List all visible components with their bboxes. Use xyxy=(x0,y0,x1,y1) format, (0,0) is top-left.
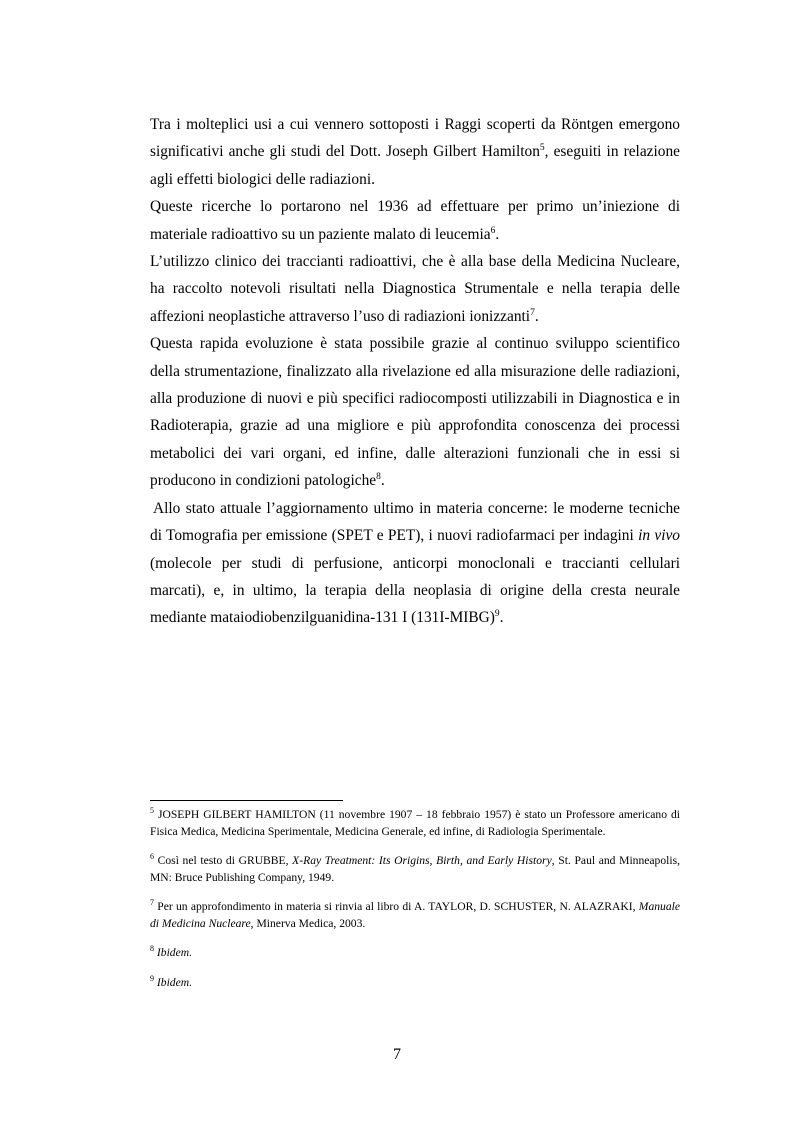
footnote-number: 5 xyxy=(150,806,154,816)
paragraph-medicina-nucleare xyxy=(150,248,680,330)
footnote-ref-7[interactable]: 7 xyxy=(530,307,535,318)
paragraph-hamilton xyxy=(150,111,680,193)
paragraph-text: . xyxy=(499,609,504,627)
footnote-italic: X-Ray Treatment: Its Origins, Birth, and Early History xyxy=(292,854,552,867)
footnote-9 xyxy=(150,975,680,992)
footnote-text: , Minerva Medica, 2003. xyxy=(250,916,366,930)
paragraph-text: . xyxy=(380,472,385,490)
paragraph-stato-attuale xyxy=(150,495,680,632)
paragraph-text: Tra i molteplici usi a cui vennero sottoposti i Raggi scoperti da Röntgen emergono significativi anche gli studi del Dott. Joseph Gilbert Hamilton xyxy=(150,116,680,161)
footnote-number: 7 xyxy=(150,898,154,908)
footnote-ref-9[interactable]: 9 xyxy=(494,609,500,620)
paragraph-text: Allo stato attuale l’aggiornamento ultimo in materia concerne: le moderne tecniche di Tomografia per emissione (SPET e PET), i nuovi radiofarmaci per indagini xyxy=(150,499,680,545)
footnote-ref-5[interactable]: 5 xyxy=(539,143,545,154)
paragraph-text: Queste ricerche lo portarono nel 1936 ad effettuare per primo un’iniezione di materiale radioattivo su un paziente malato di leucemia xyxy=(150,198,680,243)
footnote-ref-8[interactable]: 8 xyxy=(376,472,381,483)
footnote-8 xyxy=(150,945,680,962)
footnote-italic: Ibidem. xyxy=(156,975,192,989)
footnote-text: Così nel testo di GRUBBE, xyxy=(154,854,293,867)
footnote-text: JOSEPH GILBERT HAMILTON (11 novembre 1907 – 18 febbraio 1957) è stato un Professore americano di Fisica Medica, Medicina Sperimentale, Medicina Generale, ed infine, di Radiologia Sperimentale. xyxy=(150,808,680,838)
paragraph-text: . xyxy=(495,225,500,243)
footnote-text: Per un approfondimento in materia si rinvia al libro di A. TAYLOR, D. SCHUSTER, N. ALAZRAKI, xyxy=(154,900,639,913)
footnote-ref-6[interactable]: 6 xyxy=(490,225,496,236)
paragraph-text: (molecole per studi di perfusione, anticorpi monoclonali e traccianti cellulari marcati), e, in ultimo, la terapia della neoplasia di origine della cresta neurale mediante mataiodiobenzilguanidina-131 I (131I-MIBG) xyxy=(150,554,680,627)
footnote-italic: Manuale di Medicina Nucleare xyxy=(150,900,680,930)
body-text xyxy=(150,111,680,632)
page-number: 7 xyxy=(393,1046,401,1063)
paragraph-evoluzione xyxy=(150,330,680,494)
paragraph-text: Questa rapida evoluzione è stata possibile grazie al continuo sviluppo scientifico della strumentazione, finalizzato alla rivelazione ed alla misurazione delle radiazioni, alla produzione di nuovi e più specifici radiocomposti utilizzabili in Diagnostica e in Radioterapia, grazie ad una migliore e più approfondita conoscenza dei processi metabolici dei vari organi, ed infine, dalle alterazioni funzionali che in essi si producono in condizioni patologiche xyxy=(150,335,680,490)
footnote-6 xyxy=(150,853,680,886)
footnotes xyxy=(150,807,680,1004)
footnote-italic: Ibidem. xyxy=(156,946,192,959)
paragraph-text: L’utilizzo clinico dei traccianti radioattivi, che è alla base della Medicina Nucleare, ha raccolto notevoli risultati nella Diagnostica Strumentale e nella terapia delle affezioni neoplastiche attraverso l’uso di radiazioni ionizzanti xyxy=(150,253,680,325)
italic-text: in vivo xyxy=(638,527,681,545)
paragraph-1936 xyxy=(150,193,680,248)
footnote-number: 6 xyxy=(150,852,154,862)
footnote-5 xyxy=(150,807,680,840)
footnote-number: 9 xyxy=(150,973,154,983)
footnote-text: , St. Paul and Minneapolis, MN: Bruce Publishing Company, 1949. xyxy=(150,854,680,884)
footnote-7 xyxy=(150,899,680,932)
paragraph-text: . xyxy=(534,307,539,325)
footnote-separator xyxy=(150,800,343,801)
footnote-number: 8 xyxy=(150,944,154,954)
paragraph-text: , eseguiti in relazione agli effetti biologici delle radiazioni. xyxy=(150,143,680,188)
